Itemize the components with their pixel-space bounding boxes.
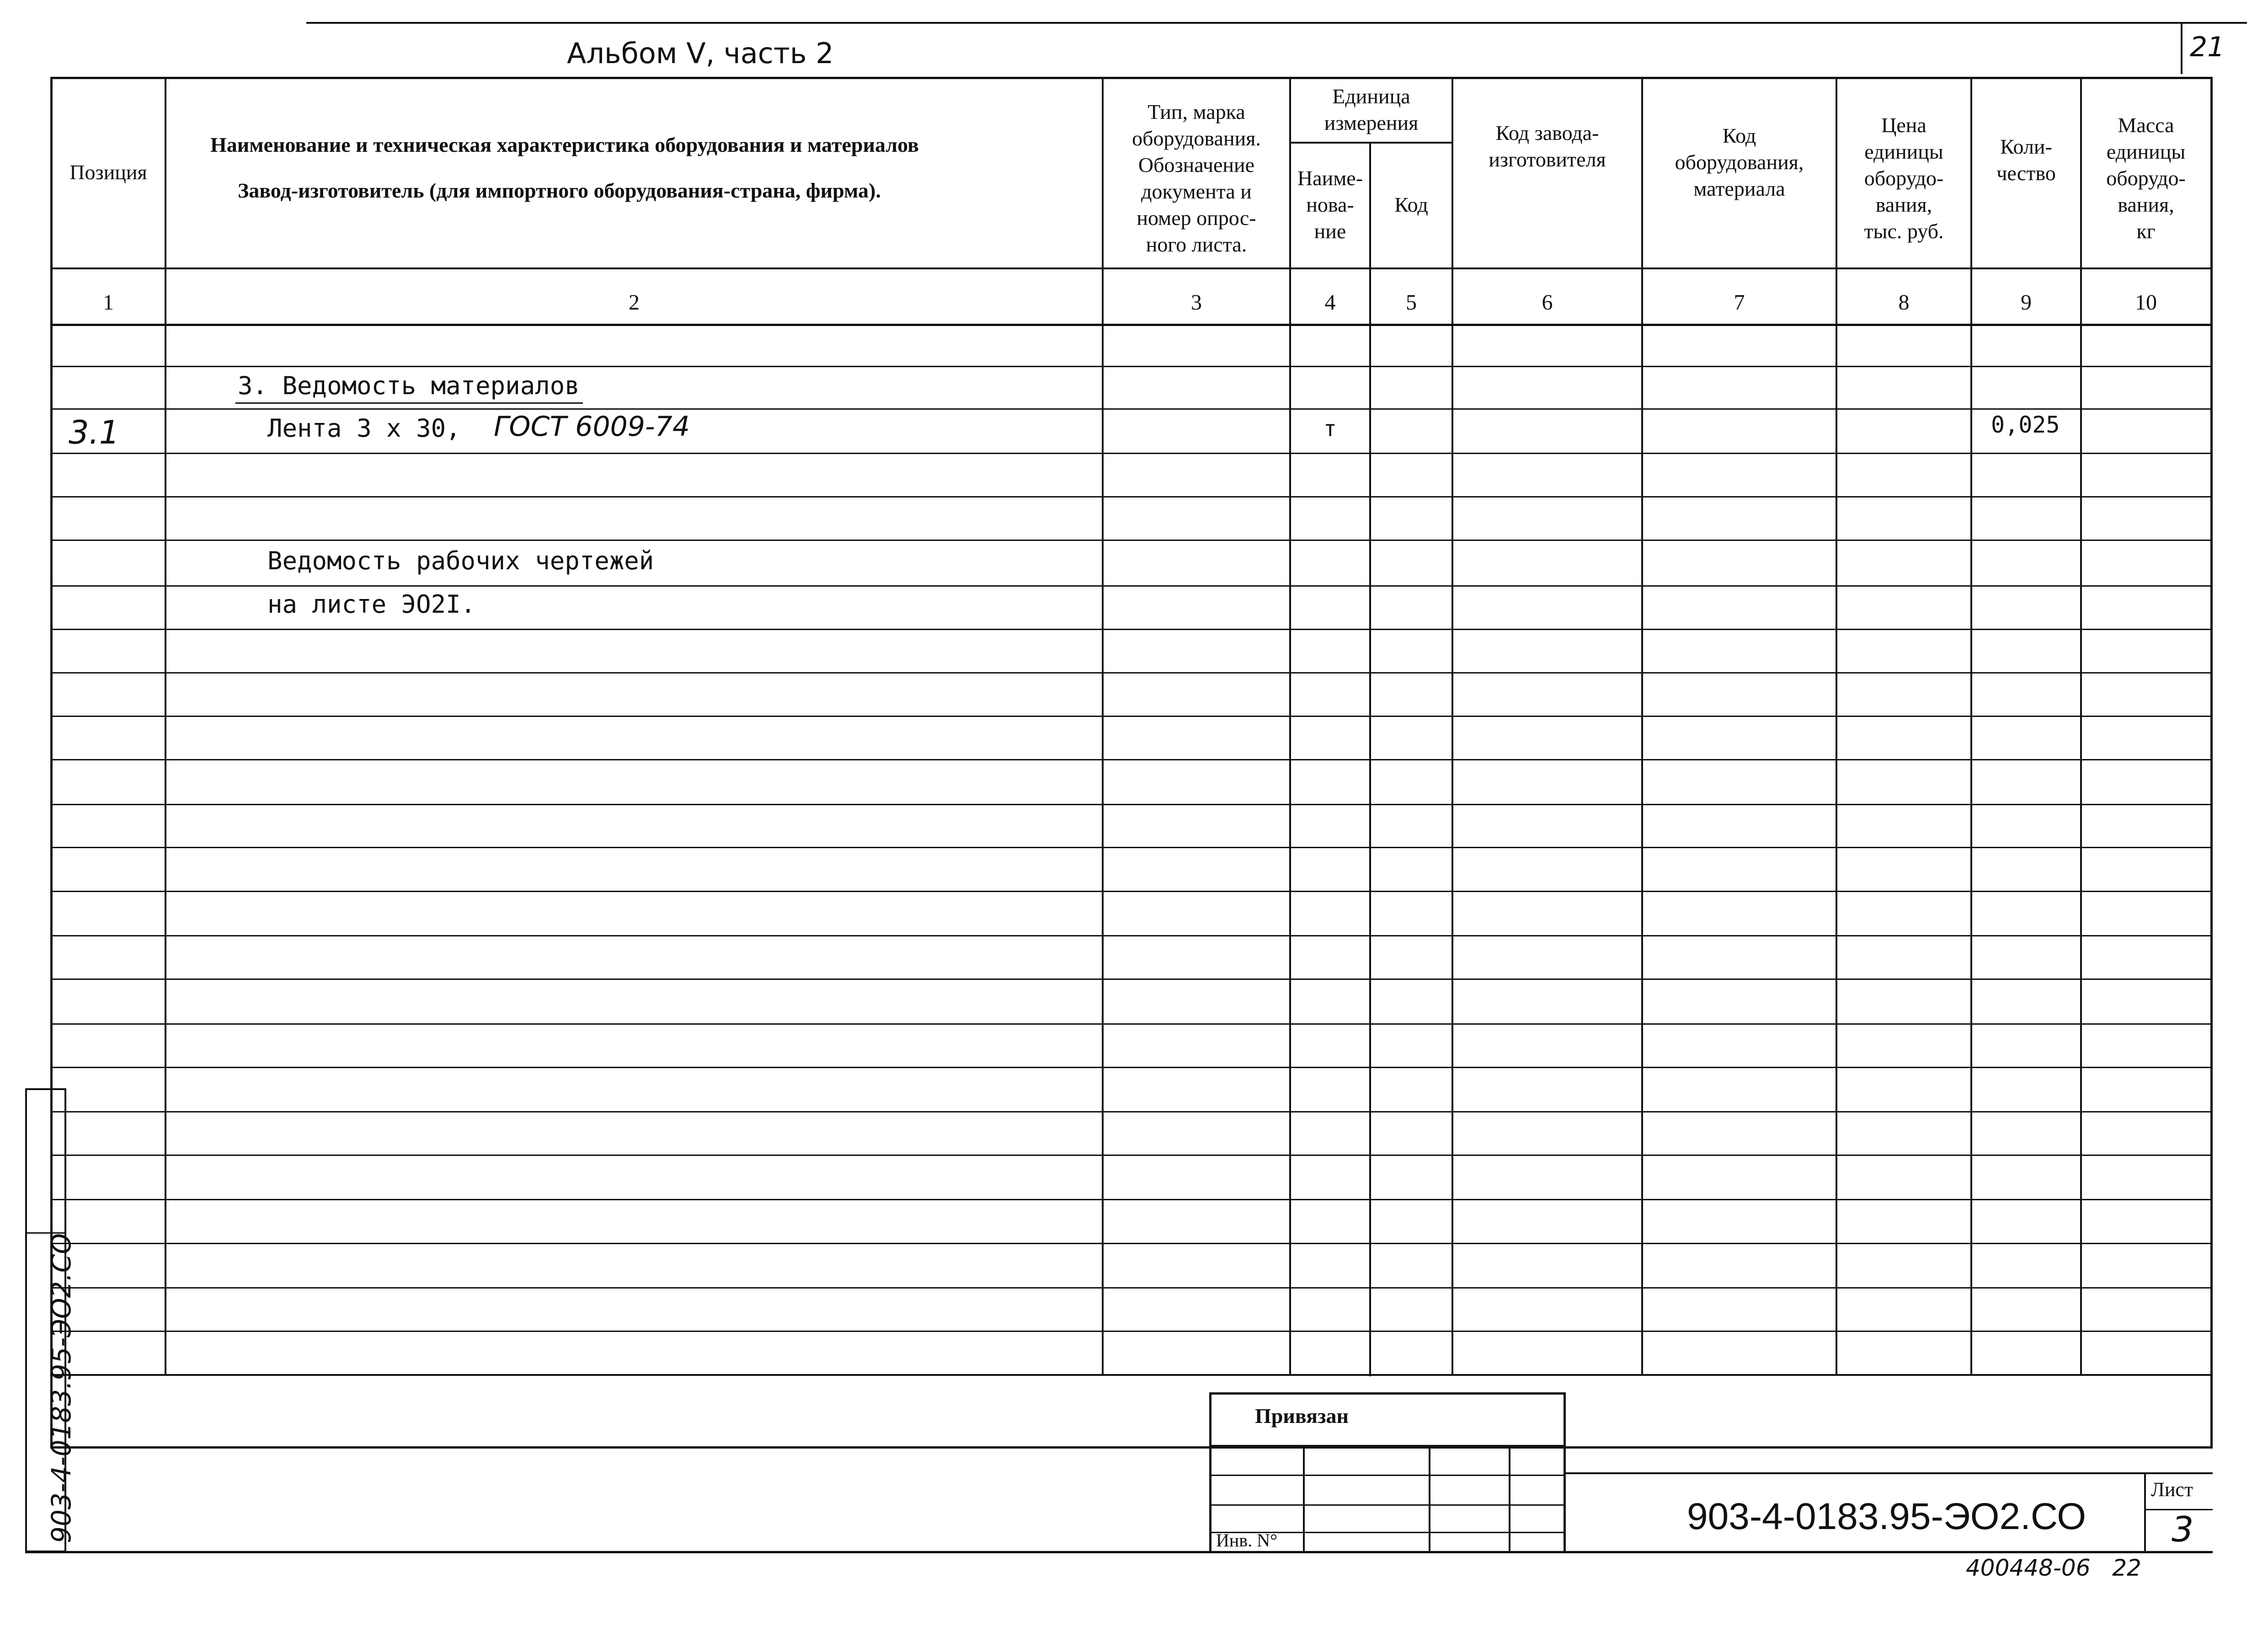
row-rule [50,804,2213,805]
column-number: 1 [103,290,114,315]
column-number: 4 [1324,290,1336,315]
album-label: Альбом V, часть 2 [567,37,834,70]
header-position: Позиция [69,160,147,184]
header-bottom-rule [50,267,2213,269]
row-rule [50,716,2213,717]
header-equipment-code: Код оборудования, материала [1675,124,1804,200]
item-position: 3.1 [69,414,120,451]
side-code: 903-4-0183.95-ЭО2.СО [46,1233,77,1543]
note-line2: на листе ЭО2I. [267,590,476,619]
column-number: 8 [1898,290,1910,315]
column-number: 2 [629,290,640,315]
header-unit-code: Код [1394,193,1428,216]
row-rule [50,1023,2213,1025]
inventory-label: Инв. N° [1216,1530,1278,1551]
row-rule [50,585,2213,587]
item-unit: т [1323,416,1337,442]
row-rule [50,847,2213,848]
header-price: Цена единицы оборудо- вания, тыс. руб. [1864,113,1944,243]
sheet-label: Лист [2151,1478,2193,1501]
row-rule [50,540,2213,541]
top-rule [306,22,2247,24]
item-name: Лента 3 х 30, [267,414,461,443]
col-rule [1452,77,1453,1375]
stamp-bound-label: Привязан [1255,1404,1349,1428]
stamp-col-rule [1303,1445,1305,1552]
item-quantity: 0,025 [1991,412,2060,438]
col-rule [2080,77,2082,1375]
col-rule [1836,77,1837,1375]
item-standard: ГОСТ 6009-74 [494,411,690,443]
row-rule [50,366,2213,367]
col-rule [1641,77,1643,1375]
row-rule [50,1331,2213,1332]
col-rule [1369,142,1371,1376]
row-rule [50,672,2213,674]
col-rule [165,77,166,1375]
row-rule [50,891,2213,892]
header-mass: Масса единицы оборудо- вания, кг [2106,113,2186,243]
colnum-bottom-rule [50,324,2213,326]
header-name-line2: Завод-изготовитель (для импортного оборудования-страна, фирма). [238,179,881,202]
column-number: 3 [1191,290,1202,315]
row-rule [50,629,2213,630]
row-rule [50,496,2213,497]
stamp-rule [1209,1475,1566,1476]
column-number: 6 [1542,290,1553,315]
header-quantity: Коли- чество [1996,135,2056,185]
stamp-rule [1209,1445,1566,1447]
column-number: 5 [1406,290,1417,315]
title-block-top-rule [1566,1472,2213,1474]
row-rule [50,453,2213,454]
stamp-col-rule [1429,1445,1430,1552]
row-rule [50,1199,2213,1200]
column-number: 7 [1734,290,1745,315]
row-rule [50,935,2213,936]
row-rule [50,759,2213,760]
frame-bottom-rule [25,1551,2213,1553]
row-rule [50,979,2213,980]
document-code: 903-4-0183.95-ЭО2.СО [1687,1496,2087,1537]
row-rule [50,1111,2213,1112]
row-rule [50,1067,2213,1068]
col-rule [1289,77,1291,1375]
sheet-number: 21 [2190,31,2225,63]
col-rule [1970,77,1972,1375]
section-title-underline [235,402,583,404]
row-rule [50,408,2213,410]
row-rule [50,1287,2213,1289]
sheet-value: 3 [2172,1509,2194,1550]
note-line1: Ведомость рабочих чертежей [267,546,654,575]
row-rule [50,1155,2213,1156]
section-title: 3. Ведомость материалов [238,371,580,400]
bottom-note: 400448-06 22 [1966,1555,2141,1581]
header-unit-group: Единица измерения [1324,85,1419,134]
header-plant-code: Код завода- изготовителя [1489,121,1606,171]
header-type: Тип, марка оборудования. Обозначение документа и номер опрос- ного листа. [1132,100,1261,256]
col-rule [1102,77,1104,1375]
stamp-col-rule [1509,1445,1510,1552]
column-number: 9 [2021,290,2032,315]
table-body-bottom-rule [50,1374,2213,1376]
header-unit-name: Наиме- нова- ние [1297,166,1363,243]
header-name-line1: Наименование и техническая характеристика оборудования и материалов [210,133,919,156]
row-rule [50,1243,2213,1244]
stamp-rule [1209,1504,1566,1506]
column-number: 10 [2135,290,2157,315]
